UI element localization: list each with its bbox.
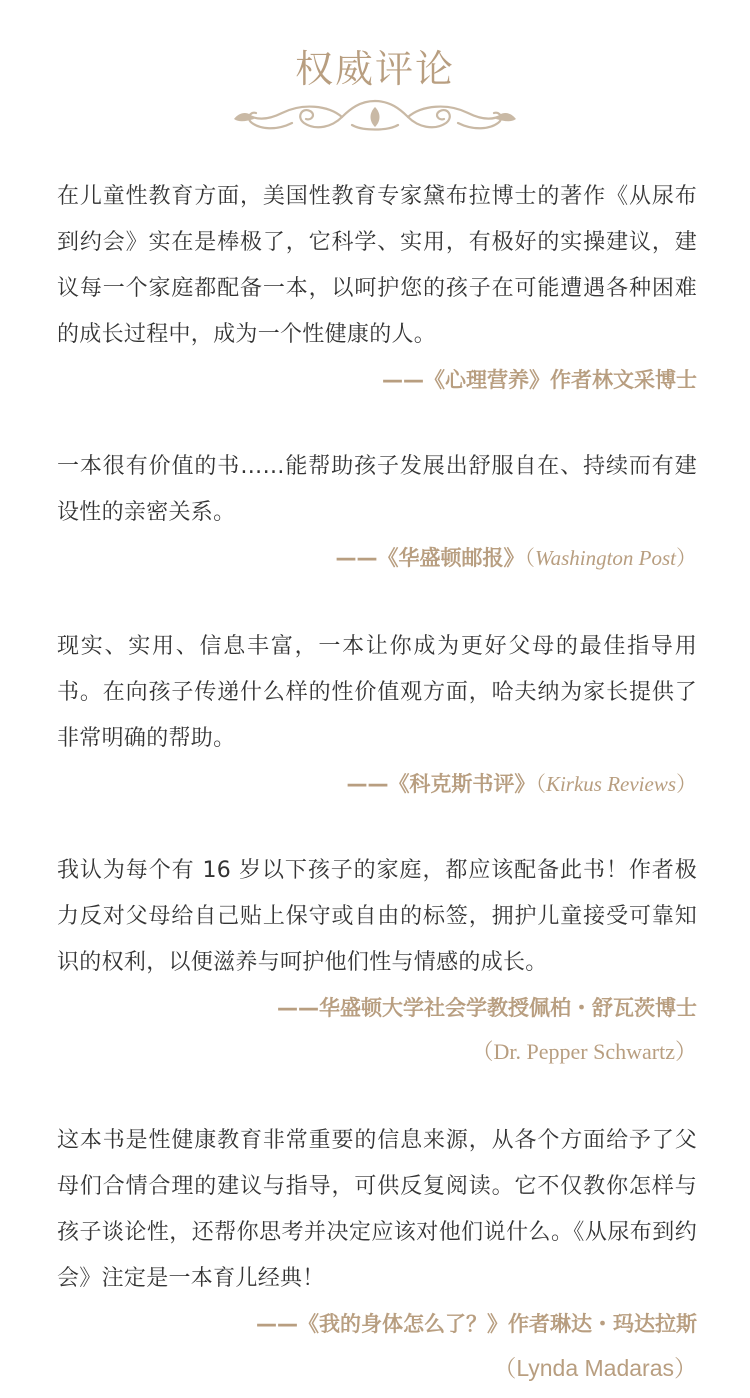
review-attribution	[57, 358, 697, 402]
attribution-latin: Washington Post	[535, 546, 676, 570]
attribution-sub-text: Dr. Pepper Schwartz	[493, 1039, 675, 1064]
flourish-divider-icon	[232, 95, 518, 137]
review-attribution	[57, 762, 697, 806]
review-text: 一本很有价值的书……能帮助孩子发展出舒服自在、持续而有建设性的亲密关系。	[57, 454, 697, 525]
attribution-text: ——《心理营养》作者林文采博士	[382, 368, 697, 392]
attribution-text: ——《华盛顿邮报》	[335, 546, 525, 570]
review-5	[57, 1118, 697, 1390]
review-2	[57, 444, 697, 580]
review-4	[57, 848, 697, 1074]
review-1	[57, 174, 697, 402]
attribution-latin: Kirkus Reviews	[545, 772, 676, 796]
attribution-text: ——《科克斯书评》	[346, 772, 536, 796]
review-attribution-sub	[57, 1346, 697, 1390]
paren-open: （	[471, 1039, 494, 1064]
attribution-text: ——华盛顿大学社会学教授佩柏・舒瓦茨博士	[277, 996, 697, 1020]
paren-open: （	[493, 1355, 517, 1381]
review-attribution-sub	[57, 1030, 697, 1074]
review-attribution	[57, 1302, 697, 1346]
paren-open: （	[524, 546, 535, 570]
review-attribution	[57, 986, 697, 1030]
review-text: 在儿童性教育方面，美国性教育专家黛布拉博士的著作《从尿布到约会》实在是棒极了，它科学、实用，有极好的实操建议，建议每一个家庭都配备一本，以呵护您的孩子在可能遭遇各种困难的成长过程中，成为一个性健康的人。	[57, 184, 697, 347]
paren-open: （	[535, 772, 546, 796]
review-text: 这本书是性健康教育非常重要的信息来源，从各个方面给予了父母们合情合理的建议与指导，可供反复阅读。它不仅教你怎样与孩子谈论性，还帮你思考并决定应该对他们说什么。《从尿布到约会》注定是一本育儿经典！	[57, 1128, 697, 1291]
review-attribution	[57, 536, 697, 580]
paren-close: ）	[674, 1355, 697, 1381]
attribution-text: ——《我的身体怎么了？》作者琳达・玛达拉斯	[256, 1312, 697, 1336]
review-3	[57, 624, 697, 806]
review-text: 现实、实用、信息丰富，一本让你成为更好父母的最佳指导用书。在向孩子传递什么样的性价值观方面，哈夫纳为家长提供了非常明确的帮助。	[57, 634, 697, 751]
paren-close: ）	[674, 1039, 697, 1064]
review-text: 我认为每个有 16 岁以下孩子的家庭，都应该配备此书！作者极力反对父母给自己贴上保守或自由的标签，拥护儿童接受可靠知识的权利，以便滋养与呵护他们性与情感的成长。	[57, 858, 697, 975]
paren-close: ）	[676, 546, 697, 570]
paren-close: ）	[676, 772, 697, 796]
attribution-sub-text: Lynda Madaras	[516, 1355, 674, 1381]
page-title: 权威评论	[294, 47, 455, 91]
